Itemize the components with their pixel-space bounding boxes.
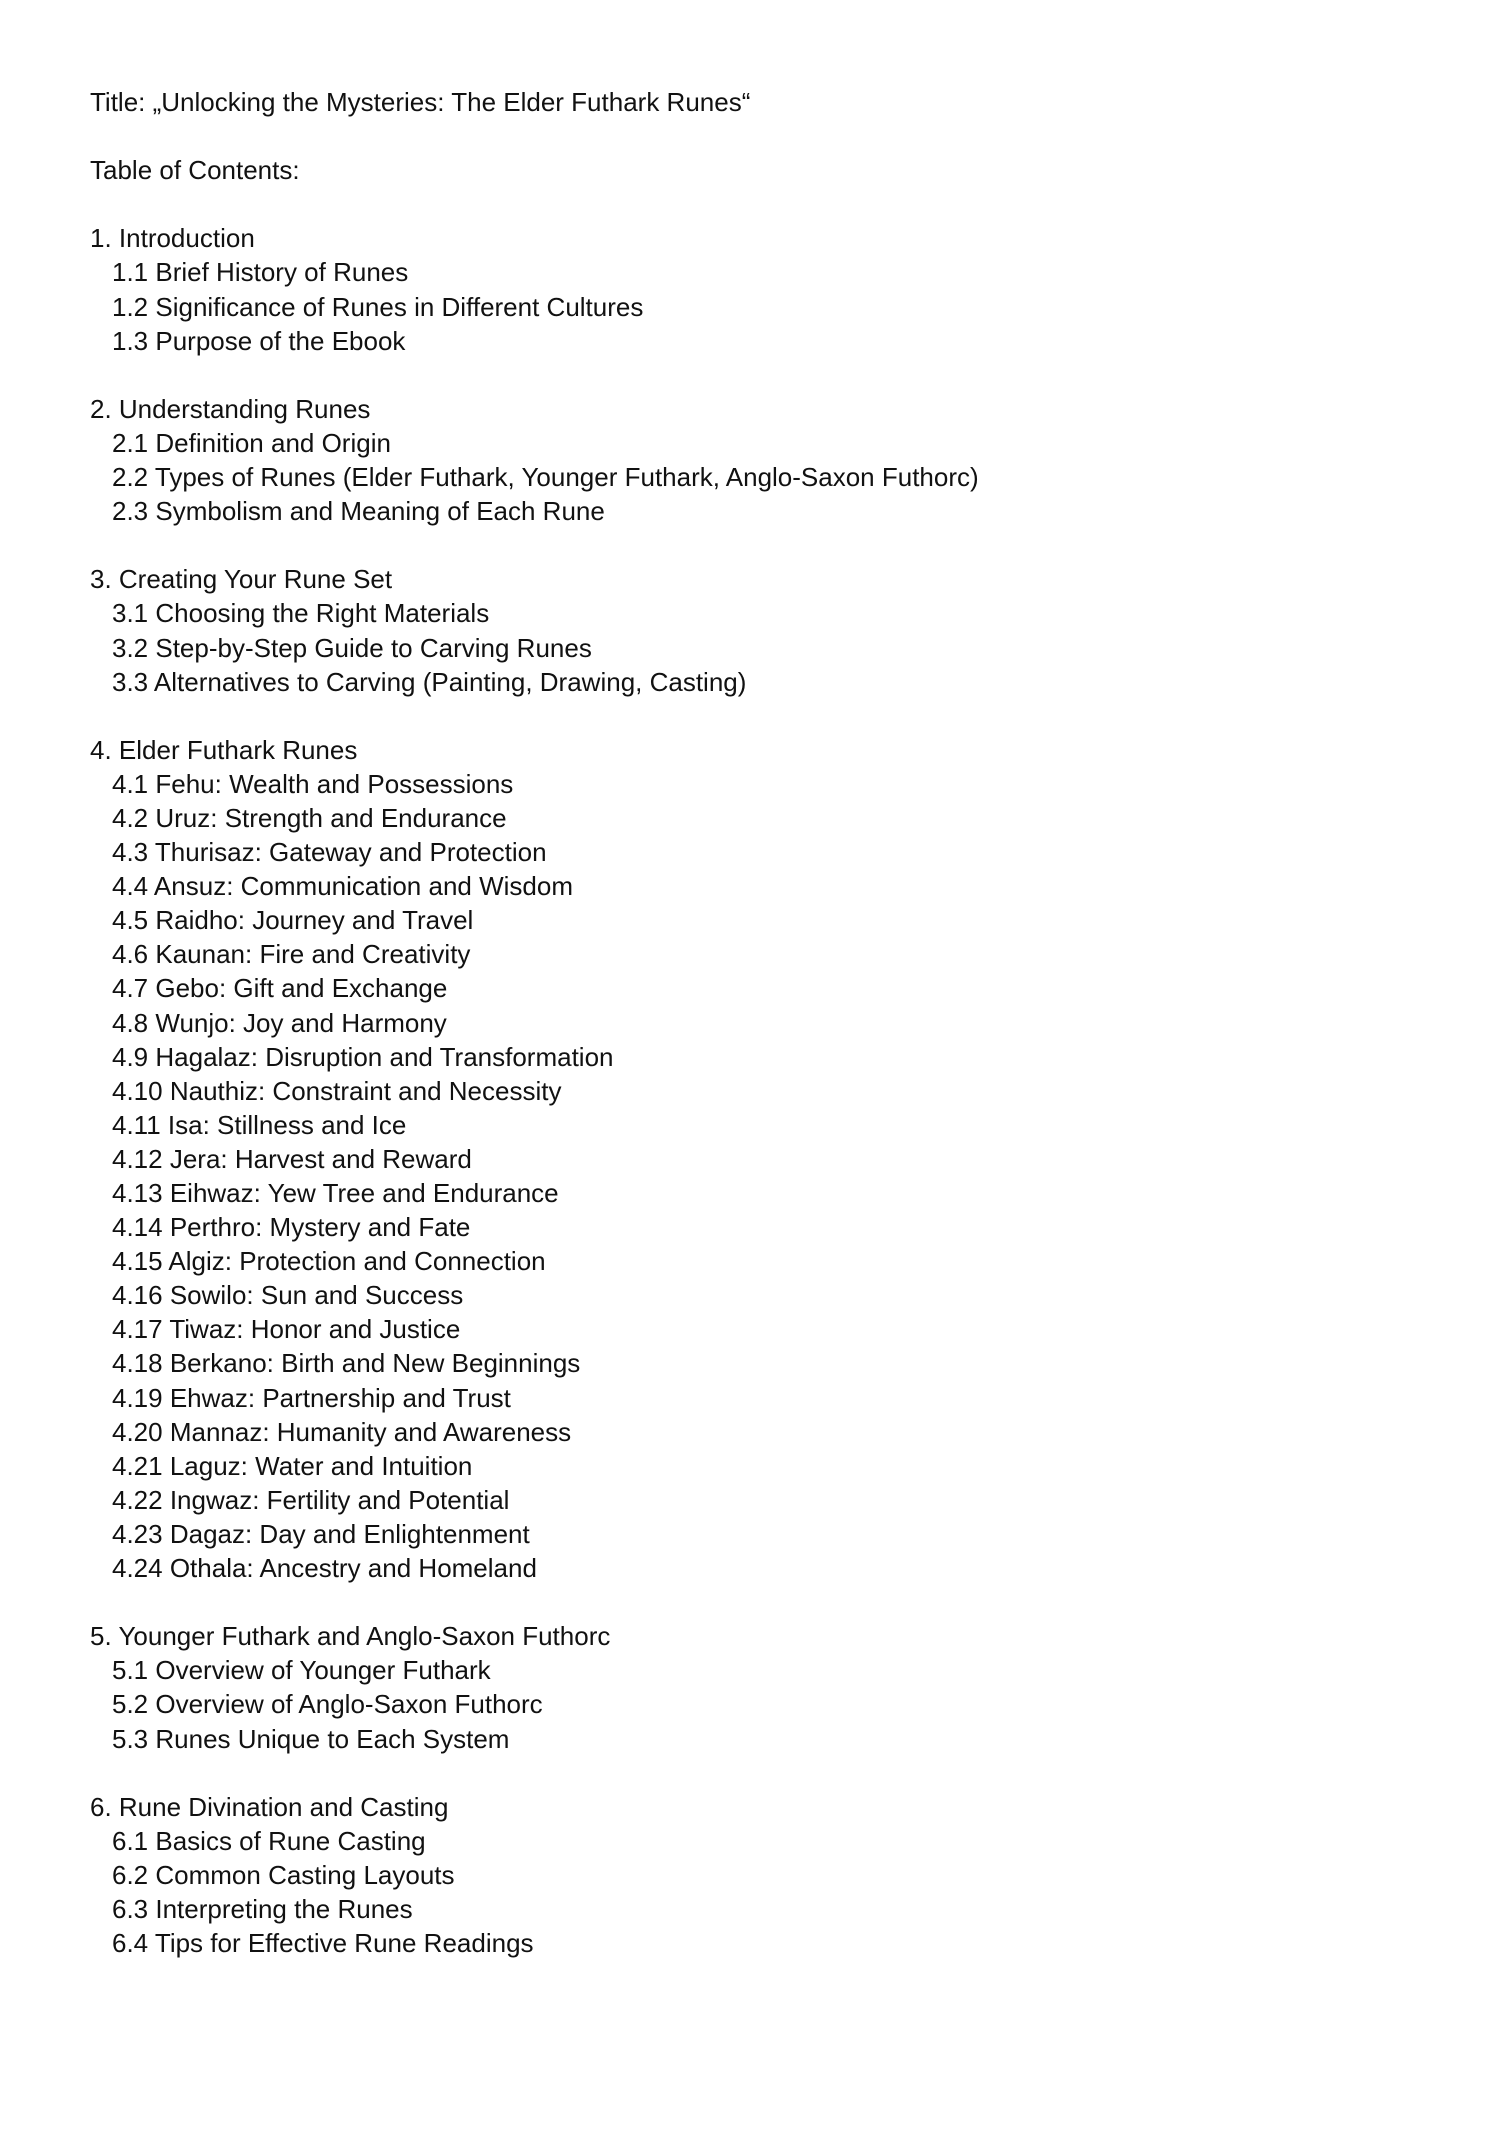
toc-subsection-item: 4.19 Ehwaz: Partnership and Trust [112,1382,511,1413]
toc-subsection-item: 4.7 Gebo: Gift and Exchange [112,973,448,1004]
toc-subsection-item: 3.3 Alternatives to Carving (Painting, Drawing, Casting) [112,666,747,697]
toc-subsection-item: 4.20 Mannaz: Humanity and Awareness [112,1416,572,1447]
toc-subsection-item: 6.2 Common Casting Layouts [112,1859,455,1890]
toc-heading: Table of Contents: [90,155,300,186]
toc-section-heading: 3. Creating Your Rune Set [90,564,393,595]
toc-subsection-item: 4.10 Nauthiz: Constraint and Necessity [112,1075,562,1106]
toc-subsection-item: 4.11 Isa: Stillness and Ice [112,1109,407,1140]
toc-subsection-item: 2.1 Definition and Origin [112,427,391,458]
document-page [90,85,979,1960]
toc-subsection-item: 1.2 Significance of Runes in Different Cultures [112,291,644,322]
toc-subsection-item: 4.1 Fehu: Wealth and Possessions [112,768,514,799]
toc-section-heading: 2. Understanding Runes [90,393,371,424]
toc-section-heading: 5. Younger Futhark and Anglo-Saxon Futhorc [90,1621,611,1652]
toc-subsection-item: 5.3 Runes Unique to Each System [112,1723,510,1754]
toc-subsection-item: 4.3 Thurisaz: Gateway and Protection [112,837,547,868]
spacer [90,528,979,562]
toc-section-heading: 1. Introduction [90,223,255,254]
toc-subsection-item: 4.9 Hagalaz: Disruption and Transformation [112,1041,614,1072]
toc-subsection-item: 4.5 Raidho: Journey and Travel [112,905,474,936]
toc-subsection-item: 2.2 Types of Runes (Elder Futhark, Younger Futhark, Anglo-Saxon Futhorc) [112,462,979,493]
toc-subsection-item: 4.12 Jera: Harvest and Reward [112,1143,472,1174]
toc-subsection-item: 3.2 Step-by-Step Guide to Carving Runes [112,632,592,663]
toc-subsection-item: 4.2 Uruz: Strength and Endurance [112,802,507,833]
toc-section-heading: 4. Elder Futhark Runes [90,734,358,765]
toc-subsection-item: 4.22 Ingwaz: Fertility and Potential [112,1484,510,1515]
toc-subsection-item: 4.6 Kaunan: Fire and Creativity [112,939,471,970]
toc-subsection-item: 4.24 Othala: Ancestry and Homeland [112,1553,537,1584]
toc-subsection-item: 5.1 Overview of Younger Futhark [112,1655,491,1686]
toc-subsection-item: 4.8 Wunjo: Joy and Harmony [112,1007,447,1038]
toc-subsection-item: 1.3 Purpose of the Ebook [112,325,406,356]
toc-subsection-item: 4.17 Tiwaz: Honor and Justice [112,1314,461,1345]
toc-subsection-item: 6.4 Tips for Effective Rune Readings [112,1928,534,1959]
table-of-contents [90,221,979,1960]
toc-subsection-item: 5.2 Overview of Anglo-Saxon Futhorc [112,1689,543,1720]
toc-subsection-item: 4.23 Dagaz: Day and Enlightenment [112,1518,530,1549]
toc-subsection-item: 3.1 Choosing the Right Materials [112,598,490,629]
toc-subsection-item: 4.18 Berkano: Birth and New Beginnings [112,1348,581,1379]
toc-subsection-item: 6.1 Basics of Rune Casting [112,1825,426,1856]
toc-subsection-item: 1.1 Brief History of Runes [112,257,409,288]
toc-subsection-item: 4.14 Perthro: Mystery and Fate [112,1212,471,1243]
toc-subsection-item: 2.3 Symbolism and Meaning of Each Rune [112,496,605,527]
toc-section-heading: 6. Rune Divination and Casting [90,1791,449,1822]
toc-subsection-item: 4.13 Eihwaz: Yew Tree and Endurance [112,1178,559,1208]
toc-subsection-item: 6.3 Interpreting the Runes [112,1893,413,1924]
spacer [90,1756,979,1790]
spacer [90,358,979,392]
toc-subsection-item: 4.4 Ansuz: Communication and Wisdom [112,871,573,902]
document-title: Title: „Unlocking the Mysteries: The Elder Futhark Runes“ [90,87,751,117]
spacer [90,1585,979,1619]
toc-subsection-item: 4.16 Sowilo: Sun and Success [112,1280,464,1311]
toc-subsection-item: 4.15 Algiz: Protection and Connection [112,1246,546,1277]
spacer [90,187,979,221]
toc-subsection-item: 4.21 Laguz: Water and Intuition [112,1450,473,1481]
spacer [90,119,979,153]
spacer [90,699,979,733]
